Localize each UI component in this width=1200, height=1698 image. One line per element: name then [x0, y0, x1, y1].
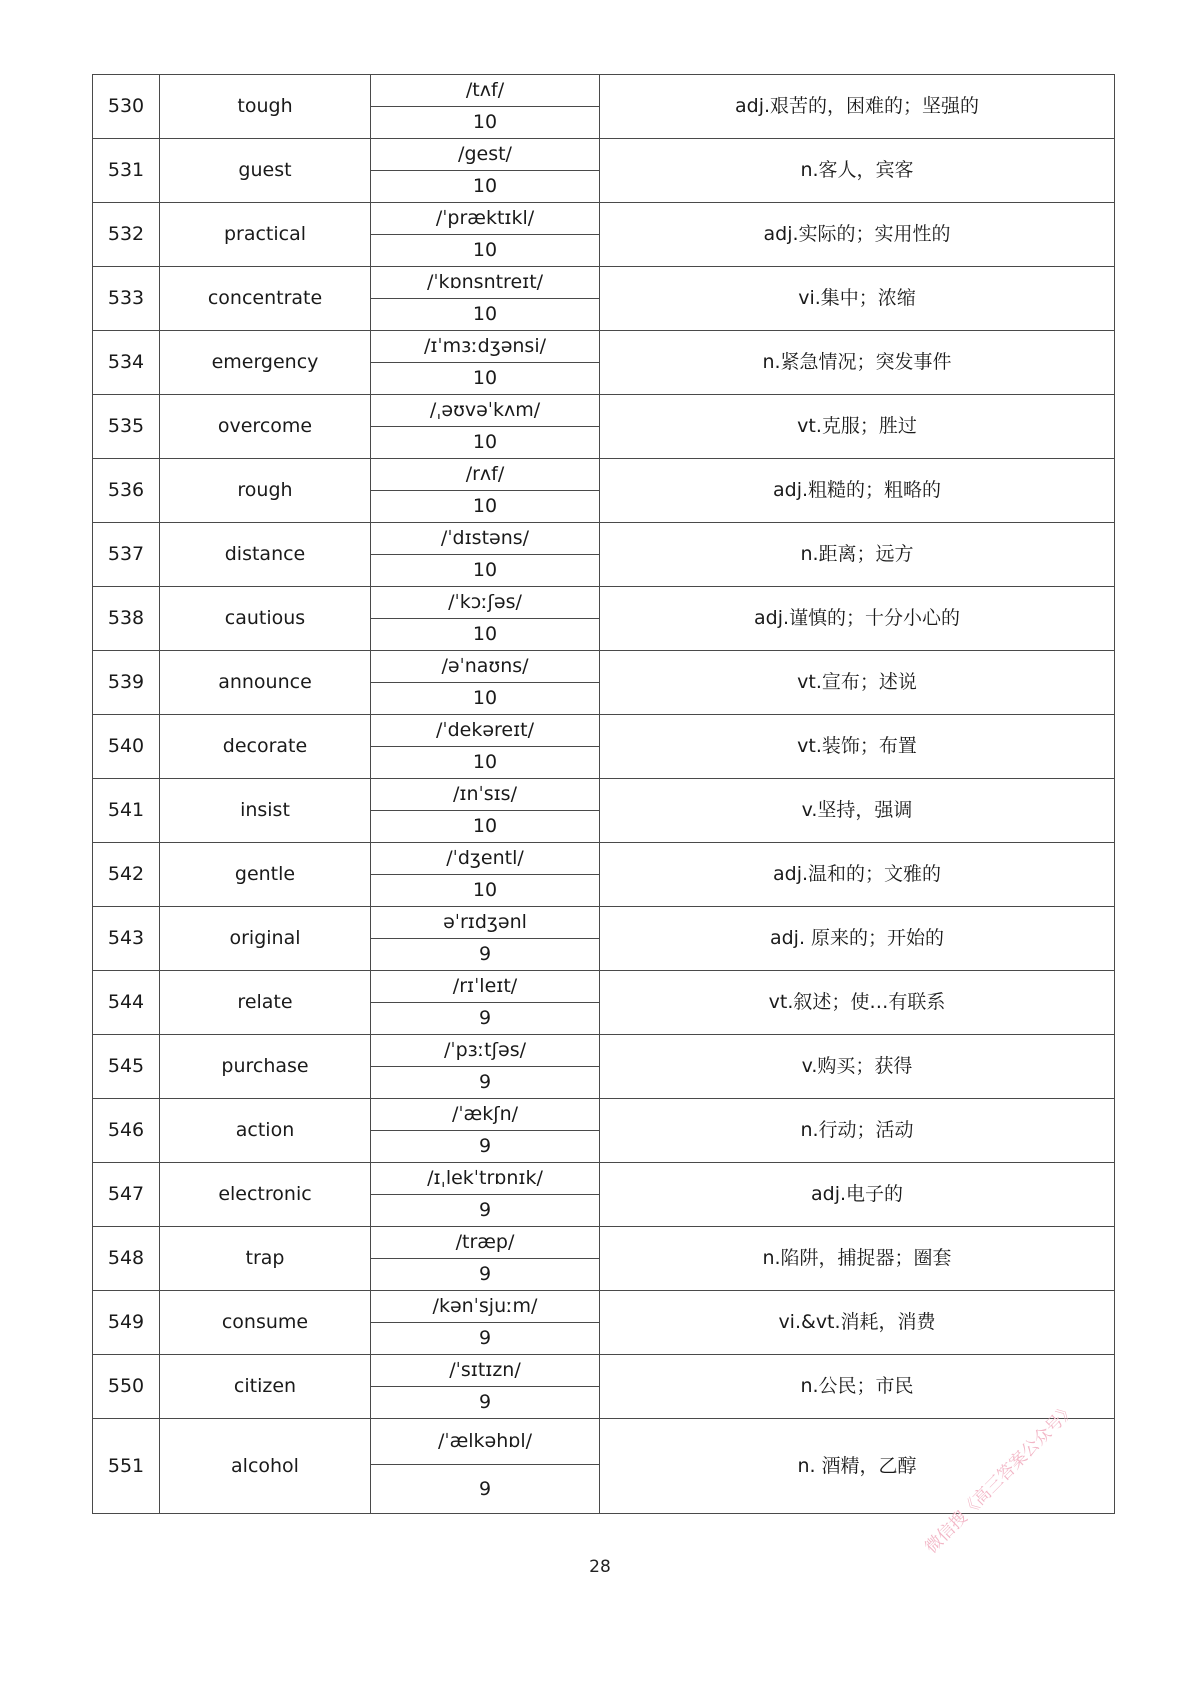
phonetic-cell: /ˈælkəhɒl/ [371, 1419, 600, 1465]
frequency-cell: 10 [371, 235, 600, 267]
phonetic-cell: /ɪˌlekˈtrɒnɪk/ [371, 1163, 600, 1195]
row-index: 549 [93, 1291, 160, 1355]
word-cell: original [160, 907, 371, 971]
word-cell: insist [160, 779, 371, 843]
phonetic-cell: /rʌf/ [371, 459, 600, 491]
frequency-cell: 10 [371, 363, 600, 395]
phonetic-cell: /gest/ [371, 139, 600, 171]
frequency-cell: 10 [371, 619, 600, 651]
frequency-cell: 10 [371, 683, 600, 715]
table-row [93, 203, 1115, 235]
definition-cell: n.陷阱，捕捉器；圈套 [600, 1227, 1115, 1291]
frequency-cell: 10 [371, 555, 600, 587]
row-index: 541 [93, 779, 160, 843]
definition-cell: vt.叙述；使…有联系 [600, 971, 1115, 1035]
word-cell: overcome [160, 395, 371, 459]
phonetic-cell: /kənˈsjuːm/ [371, 1291, 600, 1323]
definition-cell: n.客人，宾客 [600, 139, 1115, 203]
row-index: 545 [93, 1035, 160, 1099]
row-index: 543 [93, 907, 160, 971]
table-row [93, 1099, 1115, 1131]
table-row [93, 907, 1115, 939]
row-index: 538 [93, 587, 160, 651]
table-row [93, 1035, 1115, 1067]
word-cell: citizen [160, 1355, 371, 1419]
definition-cell: n. 酒精，乙醇 [600, 1419, 1115, 1514]
phonetic-cell: /ˈækʃn/ [371, 1099, 600, 1131]
row-index: 547 [93, 1163, 160, 1227]
phonetic-cell: əˈrɪdʒənl [371, 907, 600, 939]
table-row [93, 843, 1115, 875]
table-row [93, 267, 1115, 299]
row-index: 544 [93, 971, 160, 1035]
word-cell: practical [160, 203, 371, 267]
frequency-cell: 9 [371, 1387, 600, 1419]
phonetic-cell: /ˈsɪtɪzn/ [371, 1355, 600, 1387]
table-row [93, 331, 1115, 363]
row-index: 534 [93, 331, 160, 395]
definition-cell: vt.装饰；布置 [600, 715, 1115, 779]
word-cell: tough [160, 75, 371, 139]
phonetic-cell: /əˈnaʊns/ [371, 651, 600, 683]
definition-cell: adj.谨慎的；十分小心的 [600, 587, 1115, 651]
table-row [93, 523, 1115, 555]
row-index: 532 [93, 203, 160, 267]
page-number: 28 [589, 1557, 611, 1577]
table-row [93, 715, 1115, 747]
definition-cell: adj.实际的；实用性的 [600, 203, 1115, 267]
row-index: 550 [93, 1355, 160, 1419]
frequency-cell: 9 [371, 1465, 600, 1514]
word-cell: action [160, 1099, 371, 1163]
definition-cell: adj.温和的；文雅的 [600, 843, 1115, 907]
word-cell: distance [160, 523, 371, 587]
row-index: 530 [93, 75, 160, 139]
word-cell: rough [160, 459, 371, 523]
table-row [93, 139, 1115, 171]
definition-cell: n.行动；活动 [600, 1099, 1115, 1163]
table-row [93, 1163, 1115, 1195]
phonetic-cell: /ɪˈmɜːdʒənsi/ [371, 331, 600, 363]
frequency-cell: 10 [371, 171, 600, 203]
phonetic-cell: /ɪnˈsɪs/ [371, 779, 600, 811]
table-row [93, 1291, 1115, 1323]
row-index: 542 [93, 843, 160, 907]
frequency-cell: 9 [371, 939, 600, 971]
table-row [93, 395, 1115, 427]
row-index: 536 [93, 459, 160, 523]
frequency-cell: 9 [371, 1003, 600, 1035]
word-cell: trap [160, 1227, 371, 1291]
frequency-cell: 10 [371, 299, 600, 331]
definition-cell: vt.克服；胜过 [600, 395, 1115, 459]
row-index: 540 [93, 715, 160, 779]
row-index: 548 [93, 1227, 160, 1291]
frequency-cell: 10 [371, 491, 600, 523]
table-row [93, 1419, 1115, 1465]
table-row [93, 75, 1115, 107]
frequency-cell: 9 [371, 1195, 600, 1227]
row-index: 535 [93, 395, 160, 459]
definition-cell: v.坚持，强调 [600, 779, 1115, 843]
phonetic-cell: /ˌəʊvəˈkʌm/ [371, 395, 600, 427]
frequency-cell: 9 [371, 1259, 600, 1291]
phonetic-cell: /rɪˈleɪt/ [371, 971, 600, 1003]
vocabulary-table-body [93, 75, 1115, 1514]
frequency-cell: 9 [371, 1323, 600, 1355]
frequency-cell: 10 [371, 747, 600, 779]
frequency-cell: 10 [371, 811, 600, 843]
word-cell: purchase [160, 1035, 371, 1099]
word-cell: emergency [160, 331, 371, 395]
word-cell: guest [160, 139, 371, 203]
word-cell: alcohol [160, 1419, 371, 1514]
definition-cell: n.公民；市民 [600, 1355, 1115, 1419]
frequency-cell: 10 [371, 875, 600, 907]
phonetic-cell: /ˈpɜːtʃəs/ [371, 1035, 600, 1067]
phonetic-cell: /ˈkɔːʃəs/ [371, 587, 600, 619]
word-cell: consume [160, 1291, 371, 1355]
watermark: 微信搜《高三答案公众号》 [921, 1399, 1080, 1558]
frequency-cell: 10 [371, 107, 600, 139]
word-cell: cautious [160, 587, 371, 651]
table-row [93, 779, 1115, 811]
word-cell: decorate [160, 715, 371, 779]
definition-cell: vt.宣布；述说 [600, 651, 1115, 715]
table-row [93, 587, 1115, 619]
row-index: 546 [93, 1099, 160, 1163]
row-index: 537 [93, 523, 160, 587]
definition-cell: v.购买；获得 [600, 1035, 1115, 1099]
phonetic-cell: /ˈpræktɪkl/ [371, 203, 600, 235]
definition-cell: n.紧急情况；突发事件 [600, 331, 1115, 395]
definition-cell: adj.电子的 [600, 1163, 1115, 1227]
definition-cell: vi.&vt.消耗，消费 [600, 1291, 1115, 1355]
definition-cell: adj.艰苦的，困难的；坚强的 [600, 75, 1115, 139]
phonetic-cell: /tʌf/ [371, 75, 600, 107]
phonetic-cell: /ˈdekəreɪt/ [371, 715, 600, 747]
table-row [93, 1355, 1115, 1387]
word-cell: gentle [160, 843, 371, 907]
definition-cell: adj. 原来的；开始的 [600, 907, 1115, 971]
phonetic-cell: /træp/ [371, 1227, 600, 1259]
definition-cell: vi.集中；浓缩 [600, 267, 1115, 331]
row-index: 539 [93, 651, 160, 715]
word-cell: announce [160, 651, 371, 715]
table-row [93, 459, 1115, 491]
phonetic-cell: /ˈdɪstəns/ [371, 523, 600, 555]
row-index: 551 [93, 1419, 160, 1514]
row-index: 531 [93, 139, 160, 203]
row-index: 533 [93, 267, 160, 331]
frequency-cell: 9 [371, 1131, 600, 1163]
frequency-cell: 10 [371, 427, 600, 459]
definition-cell: adj.粗糙的；粗略的 [600, 459, 1115, 523]
word-cell: electronic [160, 1163, 371, 1227]
word-cell: relate [160, 971, 371, 1035]
word-cell: concentrate [160, 267, 371, 331]
vocabulary-table [92, 74, 1115, 1514]
table-row [93, 1227, 1115, 1259]
phonetic-cell: /ˈdʒentl/ [371, 843, 600, 875]
table-row [93, 971, 1115, 1003]
table-row [93, 651, 1115, 683]
phonetic-cell: /ˈkɒnsntreɪt/ [371, 267, 600, 299]
definition-cell: n.距离；远方 [600, 523, 1115, 587]
frequency-cell: 9 [371, 1067, 600, 1099]
